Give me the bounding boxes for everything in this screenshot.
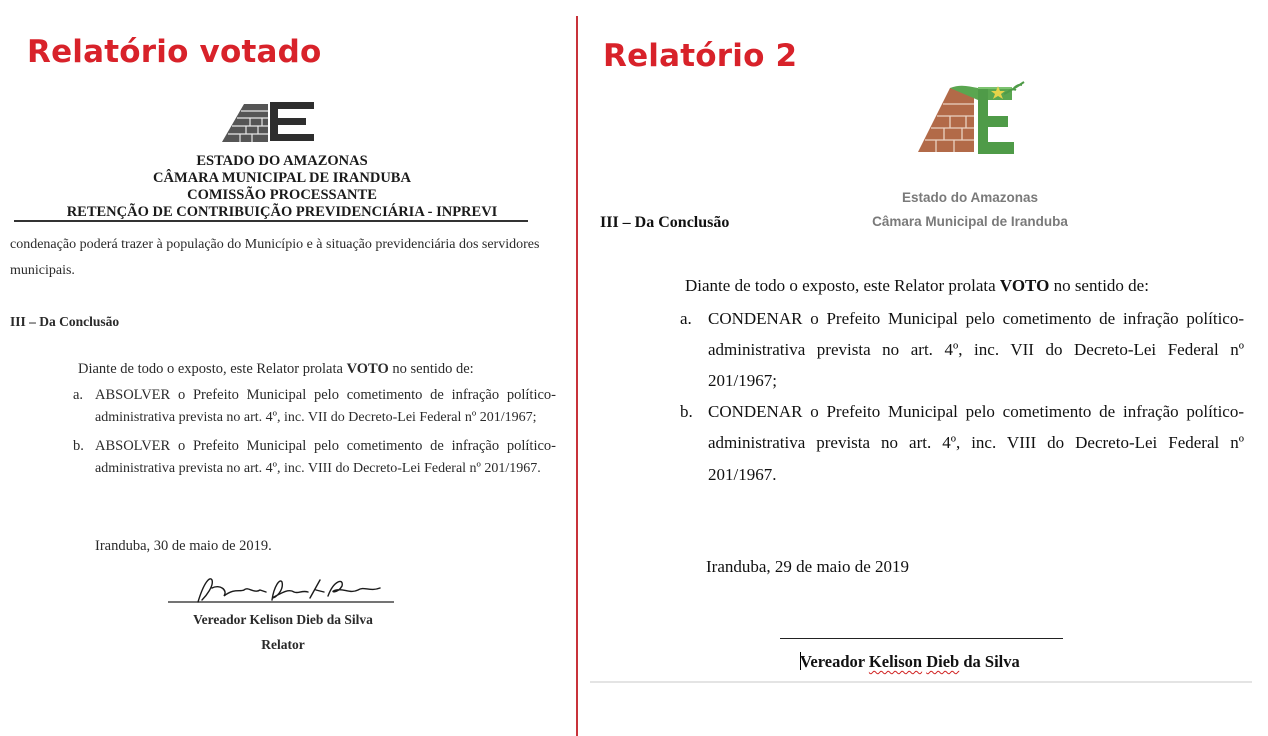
- left-item-a-line1: ABSOLVER o Prefeito Municipal pelo cometimento de infração político-: [95, 387, 556, 403]
- letterhead-rule: [14, 220, 528, 222]
- page-bottom-edge: [590, 681, 1252, 683]
- right-signer-name[interactable]: Vereador Kelison Dieb da Silva: [800, 652, 1020, 671]
- right-item-a-line3: 201/1967;: [708, 371, 777, 390]
- right-section-title: III – Da Conclusão: [600, 214, 730, 231]
- left-vote-intro: Diante de todo o exposto, este Relator prolata VOTO no sentido de:: [78, 361, 474, 377]
- left-item-b-line2: administrativa prevista no art. 4º, inc. VIII do Decreto-Lei Federal nº 201/1967.: [95, 461, 541, 476]
- handwritten-signature: [168, 572, 396, 606]
- left-item-b-line1: ABSOLVER o Prefeito Municipal pelo cometimento de infração político-: [95, 438, 556, 454]
- right-vote-intro: Diante de todo o exposto, este Relator prolata VOTO no sentido de:: [685, 276, 1149, 295]
- left-signer-name: Vereador Kelison Dieb da Silva: [193, 612, 373, 627]
- right-item-b-marker: b.: [680, 402, 693, 421]
- left-heading: Relatório votado: [27, 34, 322, 70]
- right-item-a-line2: administrativa prevista no art. 4º, inc. VII do Decreto-Lei Federal nº: [708, 340, 1244, 359]
- left-signer-role: Relator: [261, 637, 305, 652]
- right-item-a-line1: CONDENAR o Prefeito Municipal pelo cometimento de infração político-: [708, 309, 1244, 328]
- letterhead-chamber: CÂMARA MUNICIPAL DE IRANDUBA: [153, 170, 411, 186]
- right-item-a-marker: a.: [680, 309, 692, 328]
- left-item-a-line2: administrativa prevista no art. 4º, inc. VII do Decreto-Lei Federal nº 201/1967;: [95, 410, 537, 425]
- right-signature-line: [780, 638, 1063, 639]
- right-heading: Relatório 2: [603, 38, 798, 74]
- right-date: Iranduba, 29 de maio de 2019: [706, 557, 909, 576]
- left-date: Iranduba, 30 de maio de 2019.: [95, 538, 272, 554]
- left-section-title: III – Da Conclusão: [10, 314, 120, 329]
- left-item-a-marker: a.: [73, 387, 84, 403]
- letterhead-subject: RETENÇÃO DE CONTRIBUIÇÃO PREVIDENCIÁRIA - INPREVI: [66, 204, 498, 220]
- right-item-b-line3: 201/1967.: [708, 465, 777, 484]
- panel-divider: [576, 16, 578, 736]
- intro-paragraph-line1: condenação poderá trazer à população do Município e à situação previdenciária dos servidores: [10, 237, 540, 252]
- right-item-b-line1: CONDENAR o Prefeito Municipal pelo cometimento de infração político-: [708, 402, 1244, 421]
- intro-paragraph-line2: municipais.: [10, 263, 75, 278]
- right-chamber: Câmara Municipal de Iranduba: [872, 214, 1068, 229]
- left-item-b-marker: b.: [73, 438, 84, 454]
- chamber-logo-icon: [916, 80, 1028, 158]
- letterhead-commission: COMISSÃO PROCESSANTE: [187, 187, 377, 203]
- right-state: Estado do Amazonas: [901, 190, 1039, 205]
- chamber-logo-icon: [220, 100, 320, 144]
- right-item-b-line2: administrativa prevista no art. 4º, inc. VIII do Decreto-Lei Federal nº: [708, 433, 1244, 452]
- letterhead-state: ESTADO DO AMAZONAS: [196, 153, 368, 169]
